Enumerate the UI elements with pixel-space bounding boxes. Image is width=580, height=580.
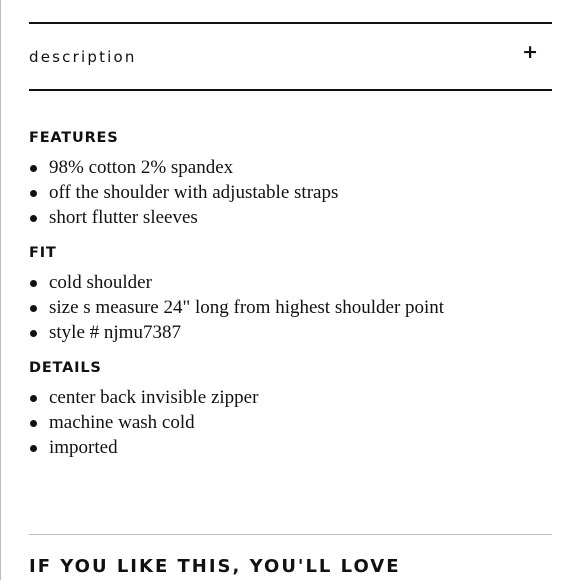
bullet-icon (30, 420, 37, 427)
list-item-text: size s measure 24" long from highest shoulder point (49, 297, 445, 318)
bullet-icon (30, 330, 37, 337)
list-item-text: center back invisible zipper (49, 387, 259, 408)
recommendations-heading: IF YOU LIKE THIS, YOU'LL LOVE (29, 556, 401, 577)
bullet-icon (30, 190, 37, 197)
bullet-icon (30, 280, 37, 287)
description-content (29, 127, 552, 472)
section-divider (29, 534, 552, 535)
features-section (29, 127, 552, 230)
details-list (29, 385, 552, 460)
list-item-text: short flutter sleeves (49, 207, 198, 228)
list-item-text: machine wash cold (49, 412, 195, 433)
bullet-icon (30, 445, 37, 452)
list-item (29, 180, 552, 205)
details-section (29, 357, 552, 460)
list-item (29, 385, 552, 410)
fit-list (29, 270, 552, 345)
features-list (29, 155, 552, 230)
plus-icon[interactable]: + (522, 41, 538, 63)
bullet-icon (30, 305, 37, 312)
page-left-border (0, 0, 1, 580)
list-item (29, 155, 552, 180)
list-item-text: 98% cotton 2% spandex (49, 157, 234, 178)
list-item (29, 270, 552, 295)
list-item (29, 295, 552, 320)
list-item-text: cold shoulder (49, 272, 152, 293)
section-heading-fit: FIT (29, 245, 57, 261)
bullet-icon (30, 165, 37, 172)
fit-section (29, 242, 552, 345)
list-item (29, 410, 552, 435)
list-item-text: off the shoulder with adjustable straps (49, 182, 339, 203)
description-accordion[interactable] (29, 22, 552, 91)
list-item (29, 435, 552, 460)
list-item (29, 320, 552, 345)
list-item-text: style # njmu7387 (49, 322, 181, 343)
list-item-text: imported (49, 437, 118, 458)
accordion-label: description (29, 48, 137, 66)
list-item (29, 205, 552, 230)
bullet-icon (30, 215, 37, 222)
section-heading-features: FEATURES (29, 130, 119, 146)
bullet-icon (30, 395, 37, 402)
section-heading-details: DETAILS (29, 360, 102, 376)
